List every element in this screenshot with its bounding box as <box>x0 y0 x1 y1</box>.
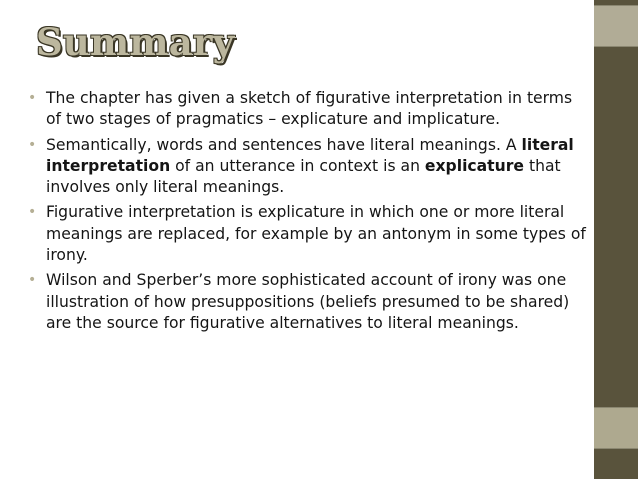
bullet-item <box>28 270 588 334</box>
bullet-text: The chapter has given a sketch of figurative interpretation in terms of two stages of pragmatics – explicature and implicature. <box>46 89 573 129</box>
slide-title: Summary <box>36 20 235 64</box>
bullet-text: that involves only literal meanings. <box>46 156 561 197</box>
bullet-text: Figurative interpretation is explicature in which one or more literal meanings are replaced, for example by an antonym in some types of irony. <box>46 203 586 265</box>
bullet-item <box>28 88 588 131</box>
term-explicature: explicature <box>424 156 524 175</box>
bullet-icon: • <box>28 136 37 153</box>
bullet-text: of an utterance in context is an <box>170 156 425 175</box>
bullet-icon: • <box>28 90 37 106</box>
bullet-item <box>28 202 588 266</box>
term-literal-interpretation: literal interpretation <box>46 135 574 175</box>
bullet-text: Wilson and Sperber’s more sophisticated account of irony was one illustration of how presuppositions (beliefs presumed to be shared) are the source for figurative alternatives to literal meanings. <box>46 271 570 332</box>
sidebar-tile-bottom <box>594 407 638 449</box>
decorative-sidebar <box>594 0 638 479</box>
bullet-icon: • <box>28 204 37 221</box>
bullet-icon: • <box>28 272 37 289</box>
bullet-item <box>28 135 588 199</box>
bullet-list <box>28 88 588 338</box>
bullet-text: Semantically, words and sentences have literal meanings. A <box>46 135 522 154</box>
sidebar-tile-top <box>594 5 638 47</box>
